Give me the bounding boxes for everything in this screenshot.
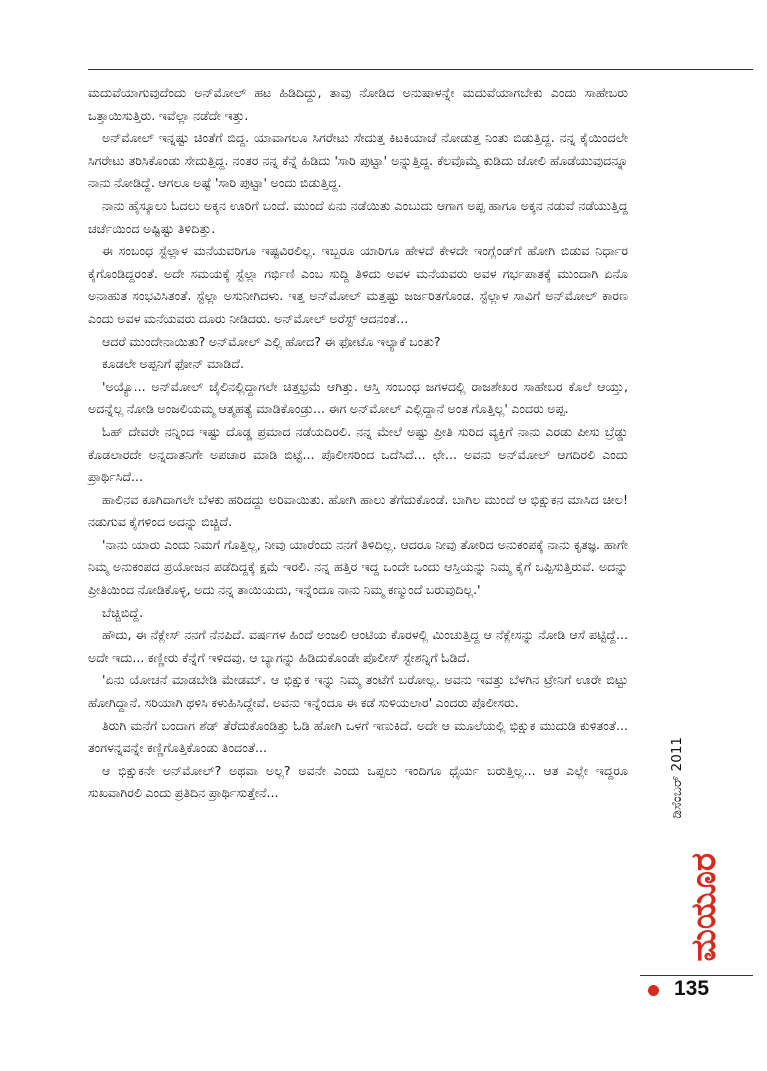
paragraph: 'ಅಯ್ಯೊ... ಅನ್‌ಮೋಲ್ ಜೈಲಿನಲ್ಲಿದ್ದಾಗಲೇ ಚಿತ್ತಭ್ರಮೆ ಆಗಿತ್ತು. ಆಸ್ತಿ ಸಂಬಂಧ ಜಗಳದಲ್ಲಿ ರಾಜಶೇಖರ ಸಾಹೇಬರ ಕೊಲೆ ಆಯ್ತು, ಅದನ್ನೆಲ್ಲ ನೋಡಿ ಅಂಜಲಿಯಮ್ಮ ಆತ್ಮಹತ್ಯೆ ಮಾಡಿಕೊಂಡ್ರು... ಈಗ ಅನ್‌ಮೋಲ್ ಎಲ್ಲಿದ್ದಾನೆ ಅಂತ ಗೊತ್ತಿಲ್ಲ' ಎಂದರು ಅಪ್ಪ. [88, 378, 628, 417]
paragraph: 'ನಾನು ಯಾರು ಎಂದು ನಿಮಗೆ ಗೊತ್ತಿಲ್ಲ, ನೀವು ಯಾರೆಂದು ನನಗೆ ತಿಳಿದಿಲ್ಲ. ಆದರೂ ನೀವು ತೋರಿದ ಅನುಕಂಪಕ್ಕೆ ನಾನು ಕೃತಜ್ಞ. ಹಾಗೇ ನಿಮ್ಮ ಅನುಕಂಪದ ಪ್ರಯೋಜನ ಪಡೆದಿದ್ದಕ್ಕೆ ಕ್ಷಮೆ ಇರಲಿ. ನನ್ನ ಹತ್ತಿರ ಇದ್ದ ಒಂದೇ ಒಂದು ಆಸ್ತಿಯನ್ನು ನಿಮ್ಮ ಕೈಗೆ ಒಪ್ಪಿಸುತ್ತಿರುವೆ. ಅದನ್ನು ಪ್ರೀತಿಯಿಂದ ನೋಡಿಕೊಳ್ಳಿ, ಅದು ನನ್ನ ತಾಯಿಯದು, ಇನ್ನೆಂದೂ ನಾನು ನಿಮ್ಮ ಕಣ್ಮುಂದೆ ಬರುವುದಿಲ್ಲ.' [88, 536, 628, 598]
issue-date: ಡಿಸೆಂಬರ್ 2011 [669, 737, 685, 819]
paragraph: ಓಹ್ ದೇವರೇ ನನ್ನಿಂದ ಇಷ್ಟು ದೊಡ್ಡ ಪ್ರಮಾದ ನಡೆಯದಿರಲಿ. ನನ್ನ ಮೇಲೆ ಅಷ್ಟು ಪ್ರೀತಿ ಸುರಿದ ವ್ಯಕ್ತಿಗೆ ನಾನು ಎರಡು ಪೀಸು ಬ್ರೆಡ್ಡು ಕೊಡಲಾರದೇ ಅನ್ನದಾತನಿಗೇ ಅಪಚಾರ ಮಾಡಿ ಬಿಟ್ಟೆ... ಪೊಲೀಸರಿಂದ ಒದೆಸಿದೆ... ಛೇ... ಅವನು ಅನ್‌ಮೋಲ್ ಆಗದಿರಲಿ ಎಂದು ಪ್ರಾರ್ಥಿಸಿದೆ... [88, 423, 628, 485]
paragraph: ಕೂಡಲೇ ಅಪ್ಪನಿಗೆ ಫೋನ್ ಮಾಡಿದೆ. [102, 356, 244, 372]
paragraph: ಹಾಲಿನವ ಕೂಗಿದಾಗಲೇ ಬೆಳಕು ಹರಿದದ್ದು ಅರಿವಾಯಿತು. ಹೋಗಿ ಹಾಲು ತೆಗೆದುಕೊಂಡೆ. ಬಾಗಿಲ ಮುಂದೆ ಆ ಭಿಕ್ಷುಕನ ಮಾಸಿದ ಚೀಲ! ನಡುಗುವ ಕೈಗಳಿಂದ ಅದನ್ನು ಬಿಚ್ಚಿದೆ. [88, 491, 628, 530]
paragraph: ಮದುವೆಯಾಗುವುದೆಂದು ಅನ್‌ಮೋಲ್ ಹಟ ಹಿಡಿದಿದ್ದು, ತಾವು ನೋಡಿದ ಅನುಷಾಳನ್ನೇ ಮದುವೆಯಾಗಬೇಕು ಎಂದು ಸಾಹೇಬರು ಒತ್ತಾಯಿಸುತ್ತಿರು. ಇವೆಲ್ಲಾ ನಡೆದೇ ಇತ್ತು. [88, 85, 628, 123]
magazine-name: ಮಯೂರ [684, 853, 724, 962]
article-body [88, 82, 628, 805]
paragraph: ಬೆಚ್ಚಿಬಿದ್ದೆ. [102, 604, 144, 620]
paragraph: ಆದರೆ ಮುಂದೇನಾಯಿತು? ಅನ್‌ಮೋಲ್ ಎಲ್ಲಿ ಹೋದ? ಈ ಫೋಟೊ ಇಲ್ಯಾಕೆ ಬಂತು? [102, 333, 441, 349]
paragraph: ಹೌದು, ಈ ನೆಕ್ಲೇಸ್ ನನಗೆ ನೆನಪಿದೆ. ವರ್ಷಗಳ ಹಿಂದೆ ಅಂಜಲಿ ಆಂಟಿಯ ಕೊರಳಲ್ಲಿ ಮಿಂಚುತ್ತಿದ್ದ ಆ ನೆಕ್ಲೇಸನ್ನು ನೋಡಿ ಆಸೆ ಪಟ್ಟಿದ್ದೆ... ಅದೇ ಇದು... ಕಣ್ಣೀರು ಕೆನ್ನೆಗೆ ಇಳಿದವು. ಆ ಬ್ಯಾಗನ್ನು ಹಿಡಿದುಕೊಂಡೇ ಪೊಲೀಸ್ ಸ್ಟೇಶನ್ನಿಗೆ ಓಡಿದೆ. [88, 627, 628, 665]
paragraph: 'ಏನು ಯೋಚನೆ ಮಾಡಬೇಡಿ ಮೇಡಮ್. ಆ ಭಿಕ್ಷುಕ ಇನ್ನು ನಿಮ್ಮ ತಂಟೆಗೆ ಬರೋಲ್ಲ. ಅವನು ಇವತ್ತು ಬೆಳಗಿನ ಟ್ರೇನಿಗೆ ಊರೇ ಬಿಟ್ಟು ಹೋಗಿದ್ದಾನೆ. ಸರಿಯಾಗಿ ಥಳಿಸಿ ಕಳುಹಿಸಿದ್ದೇವೆ. ಅವನು ಇನ್ನೆಂದೂ ಈ ಕಡೆ ಸುಳಿಯಲಾರ' ಎಂದರು ಪೊಲೀಸರು. [88, 672, 628, 711]
page-number: 135 [674, 977, 710, 1000]
paragraph: ಅನ್‌ಮೋಲ್ ಇನ್ನಷ್ಟು ಚಿಂತೆಗೆ ಬಿದ್ದ. ಯಾವಾಗಲೂ ಸಿಗರೇಟು ಸೇದುತ್ತ ಕಿಟಕಿಯಾಚೆ ನೋಡುತ್ತ ನಿಂತು ಬಿಡುತ್ತಿದ್ದ. ನನ್ನ ಕೈಯಿಂದಲೇ ಸಿಗರೇಟು ತರಿಸಿಕೊಂಡು ಸೇದುತ್ತಿದ್ದ. ನಂತರ ನನ್ನ ಕೆನ್ನೆ ಹಿಡಿದು 'ಸಾರಿ ಪುಟ್ಟಾ' ಅನ್ನುತ್ತಿದ್ದ. ಕೆಲವೊಮ್ಮೆ ಕುಡಿದು ಜೋಲಿ ಹೊಡೆಯುವುದನ್ನೂ ನಾನು ನೋಡಿದ್ದೆ. ಆಗಲೂ ಅಷ್ಟೆ 'ಸಾರಿ ಪುಟ್ಟಾ' ಅಂದು ಬಿಡುತ್ತಿದ್ದ. [88, 130, 628, 191]
page-folio [640, 977, 753, 1003]
bullet-dot-icon [648, 985, 659, 996]
paragraph: ತಿರುಗಿ ಮನೆಗೆ ಬಂದಾಗ ಶೆಡ್ ತೆರೆದುಕೊಂಡಿತ್ತು ಓಡಿ ಹೋಗಿ ಒಳಗೆ ಇಣುಕಿದೆ. ಅದೇ ಆ ಮೂಲೆಯಲ್ಲಿ ಭಿಕ್ಷುಕ ಮುದುಡಿ ಕುಳಿತಂತೆ... ತಂಗಳನ್ನವನ್ನೇ ಕಣ್ಣಿಗೊತ್ತಿಕೊಂಡು ತಿಂದಂತೆ... [88, 717, 628, 756]
paragraph: ಆ ಭಿಕ್ಷುಕನೇ ಅನ್‌ಮೋಲ್? ಅಥವಾ ಅಲ್ಲ? ಅವನೇ ಎಂದು ಒಪ್ಪಲು ಇಂದಿಗೂ ಧೈರ್ಯ ಬರುತ್ತಿಲ್ಲ... ಆತ ಎಲ್ಲೇ ಇದ್ದರೂ ಸುಖವಾಗಿರಲಿ ಎಂದು ಪ್ರತಿದಿನ ಪ್ರಾರ್ಥಿಸುತ್ತೇನೆ... [88, 762, 628, 801]
top-rule [88, 69, 753, 70]
magazine-sidebar [655, 735, 727, 965]
paragraph: ಈ ಸಂಬಂಧ ಸ್ಟೆಲ್ಲಾಳ ಮನೆಯವರಿಗೂ ಇಷ್ಟವಿರಲಿಲ್ಲ. ಇಬ್ಬರೂ ಯಾರಿಗೂ ಹೇಳದೆ ಕೇಳದೇ ಇಂಗ್ಲೆಂಡ್‌ಗೆ ಹೋಗಿ ಬಿಡುವ ನಿರ್ಧಾರ ಕೈಗೊಂಡಿದ್ದರಂತೆ. ಅದೇ ಸಮಯಕ್ಕೆ ಸ್ಟೆಲ್ಲಾ ಗರ್ಭಿಣಿ ಎಂಬ ಸುದ್ದಿ ತಿಳಿದು ಅವಳ ಮನೆಯವರು ಅವಳ ಗರ್ಭಪಾತಕ್ಕೆ ಮುಂದಾಗಿ ಏನೊ ಅನಾಹುತ ಸಂಭವಿಸಿತಂತೆ. ಸ್ಟೆಲ್ಲಾ ಅಸುನೀಗಿದಳು. ಇತ್ತ ಅನ್‌ಮೋಲ್ ಮತ್ತಷ್ಟು ಜರ್ಜರಿತಗೊಂಡ. ಸ್ಟೆಲ್ಲಾಳ ಸಾವಿಗೆ ಅನ್‌ಮೋಲ್ ಕಾರಣ ಎಂದು ಅವಳ ಮನೆಯವರು ದೂರು ನೀಡಿದರು. ಅನ್‌ಮೋಲ್ ಅರೆಸ್ಟ್ ಆದನಂತೆ... [88, 243, 628, 326]
paragraph: ನಾನು ಹೈಸ್ಕೂಲು ಓದಲು ಅಕ್ಕನ ಊರಿಗೆ ಬಂದೆ. ಮುಂದೆ ಏನು ನಡೆಯಿತು ಎಂಬುದು ಆಗಾಗ ಅಪ್ಪ ಹಾಗೂ ಅಕ್ಕನ ನಡುವೆ ನಡೆಯುತ್ತಿದ್ದ ಚರ್ಚೆಯಿಂದ ಅಷ್ಟಿಷ್ಟು ತಿಳಿದಿತ್ತು. [88, 197, 628, 236]
folio-rule [640, 975, 753, 976]
